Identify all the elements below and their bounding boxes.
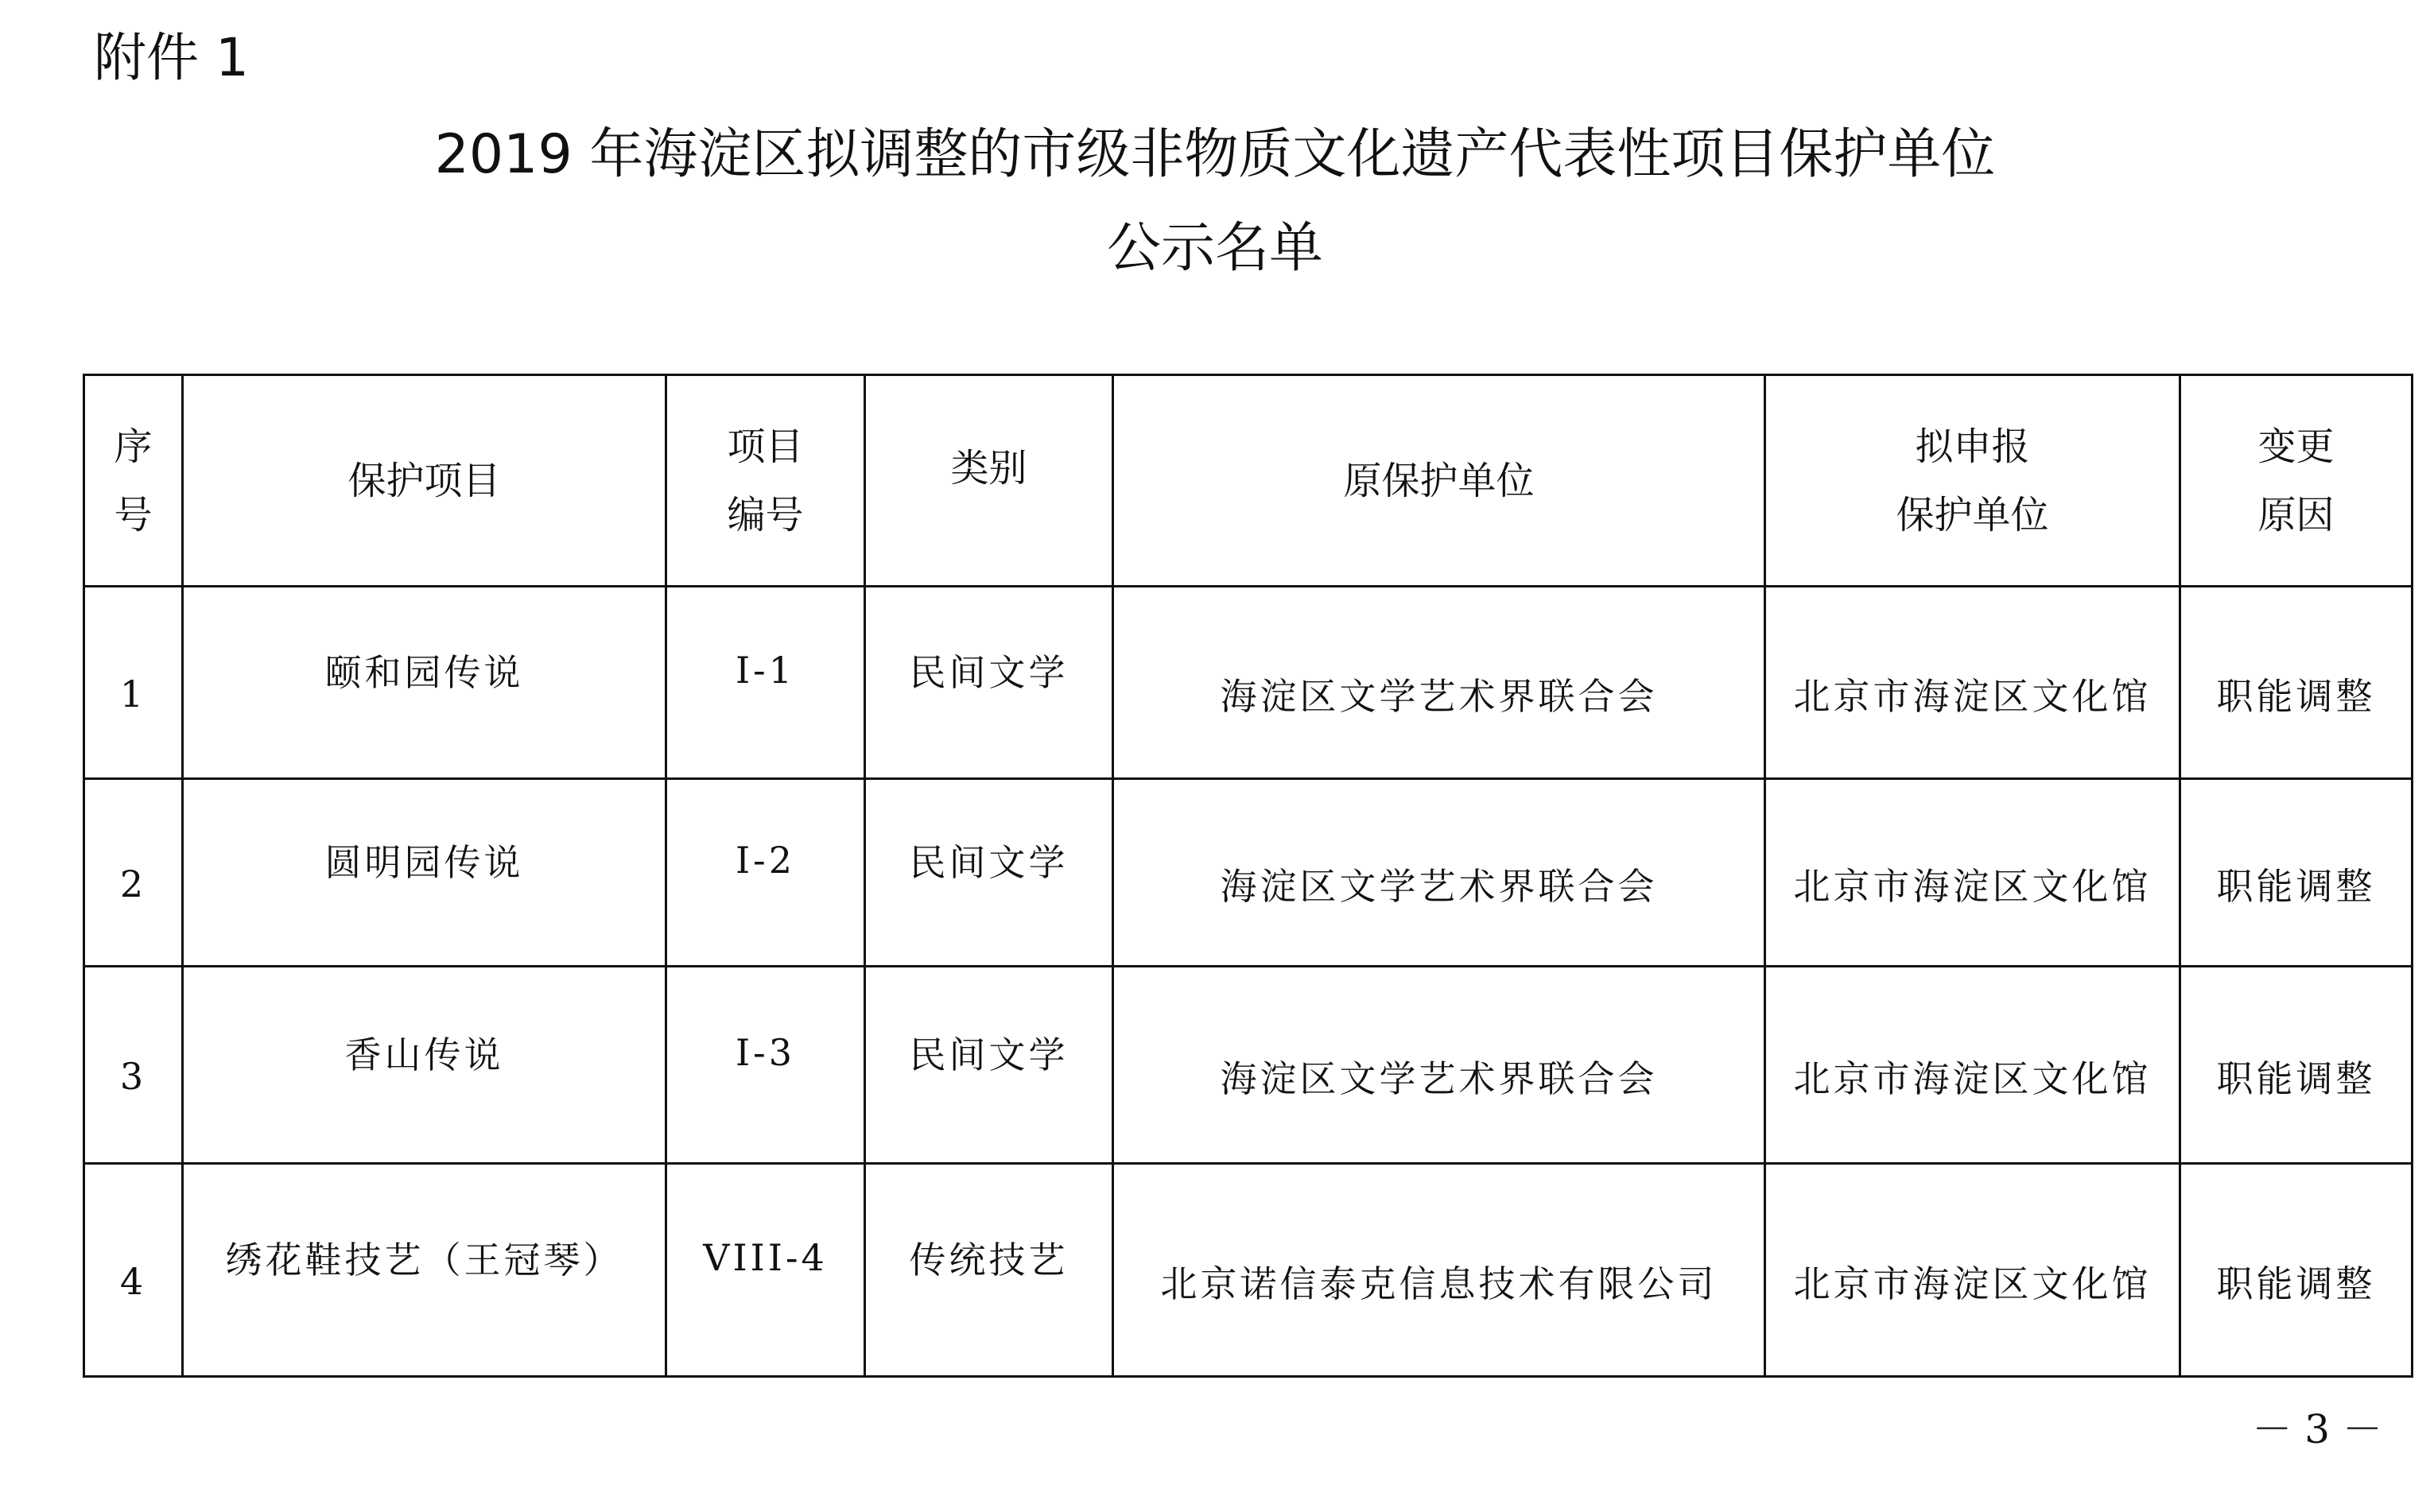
cell-serial: [84, 967, 183, 1164]
header-text: 原因: [2257, 492, 2335, 537]
table-row: [84, 967, 2413, 1164]
cell-text: 职能调整: [2216, 864, 2376, 908]
cell-text: Ⅰ-2: [736, 838, 795, 882]
cell-text: 民间文学: [909, 840, 1069, 884]
table-row: [84, 779, 2413, 967]
cell-proposed-unit: [1765, 1164, 2180, 1377]
document-subtitle: 公示名单: [1106, 217, 1323, 280]
cell-original-unit: [1113, 1164, 1765, 1377]
cell-change-reason: [2180, 967, 2413, 1164]
cell-serial: [84, 587, 183, 779]
cell-change-reason: [2180, 1164, 2413, 1377]
cell-text: 海淀区文学艺术界联合会: [1220, 674, 1658, 718]
header-item-code: [666, 375, 865, 587]
cell-text: 1: [119, 672, 147, 715]
header-category: [865, 375, 1113, 587]
cell-proposed-unit: [1765, 779, 2180, 967]
cell-protected-item: [183, 967, 666, 1164]
cell-category: [865, 1164, 1113, 1377]
cell-original-unit: [1113, 587, 1765, 779]
header-text: 项目: [727, 424, 804, 469]
cell-text: 北京诺信泰克信息技术有限公司: [1160, 1262, 1718, 1305]
header-change-reason: [2180, 375, 2413, 587]
header-text: 保护单位: [1896, 492, 2049, 537]
cell-text: 北京市海淀区文化馆: [1793, 1262, 2152, 1305]
cell-protected-item: [183, 779, 666, 967]
table-header-row: [84, 375, 2413, 587]
cell-text: 2: [119, 862, 147, 905]
cell-text: 绣花鞋技艺（王冠琴）: [225, 1238, 623, 1281]
table-row: [84, 587, 2413, 779]
header-text: 号: [114, 492, 153, 537]
protection-unit-table: [83, 374, 2413, 1378]
cell-text: 4: [119, 1259, 147, 1303]
cell-text: 北京市海淀区文化馆: [1793, 864, 2152, 908]
cell-original-unit: [1113, 779, 1765, 967]
cell-proposed-unit: [1765, 967, 2180, 1164]
cell-serial: [84, 1164, 183, 1377]
cell-serial: [84, 779, 183, 967]
document-title: 2019 年海淀区拟调整的市级非物质文化遗产代表性项目保护单位: [434, 123, 1996, 186]
cell-text: 北京市海淀区文化馆: [1793, 1056, 2152, 1100]
cell-text: 3: [119, 1054, 147, 1098]
cell-item-code: [666, 967, 865, 1164]
cell-text: 北京市海淀区文化馆: [1793, 674, 2152, 718]
cell-text: 民间文学: [909, 650, 1069, 694]
cell-category: [865, 967, 1113, 1164]
header-text: 序: [114, 424, 153, 469]
attachment-label: 附件 1: [94, 27, 249, 88]
cell-text: 民间文学: [909, 1033, 1069, 1076]
cell-protected-item: [183, 587, 666, 779]
header-proposed-unit: [1765, 375, 2180, 587]
header-text: 类别: [950, 445, 1027, 490]
page-number: － 3 －: [2252, 1406, 2382, 1452]
cell-item-code: [666, 1164, 865, 1377]
cell-text: 圆明园传说: [324, 840, 524, 884]
header-text: 编号: [727, 492, 804, 537]
cell-text: 职能调整: [2216, 674, 2376, 718]
table-row: [84, 1164, 2413, 1377]
cell-text: 传统技艺: [909, 1238, 1069, 1281]
cell-text: 香山传说: [344, 1033, 504, 1076]
cell-category: [865, 779, 1113, 967]
header-text: 拟申报: [1915, 424, 2030, 469]
header-serial-number: [84, 375, 183, 587]
cell-protected-item: [183, 1164, 666, 1377]
cell-text: Ⅰ-1: [736, 648, 795, 692]
cell-text: 颐和园传说: [324, 650, 524, 694]
cell-item-code: [666, 587, 865, 779]
cell-proposed-unit: [1765, 587, 2180, 779]
cell-text: 职能调整: [2216, 1262, 2376, 1305]
cell-change-reason: [2180, 779, 2413, 967]
header-text: 保护项目: [347, 458, 501, 503]
cell-original-unit: [1113, 967, 1765, 1164]
header-text: 变更: [2257, 424, 2335, 469]
header-text: 原保护单位: [1343, 458, 1535, 503]
cell-text: Ⅰ-3: [736, 1030, 795, 1074]
cell-text: 职能调整: [2216, 1056, 2376, 1100]
cell-item-code: [666, 779, 865, 967]
cell-text: VIII-4: [703, 1235, 828, 1279]
header-original-unit: [1113, 375, 1765, 587]
cell-category: [865, 587, 1113, 779]
cell-text: 海淀区文学艺术界联合会: [1220, 864, 1658, 908]
cell-text: 海淀区文学艺术界联合会: [1220, 1056, 1658, 1100]
header-protected-item: [183, 375, 666, 587]
cell-change-reason: [2180, 587, 2413, 779]
